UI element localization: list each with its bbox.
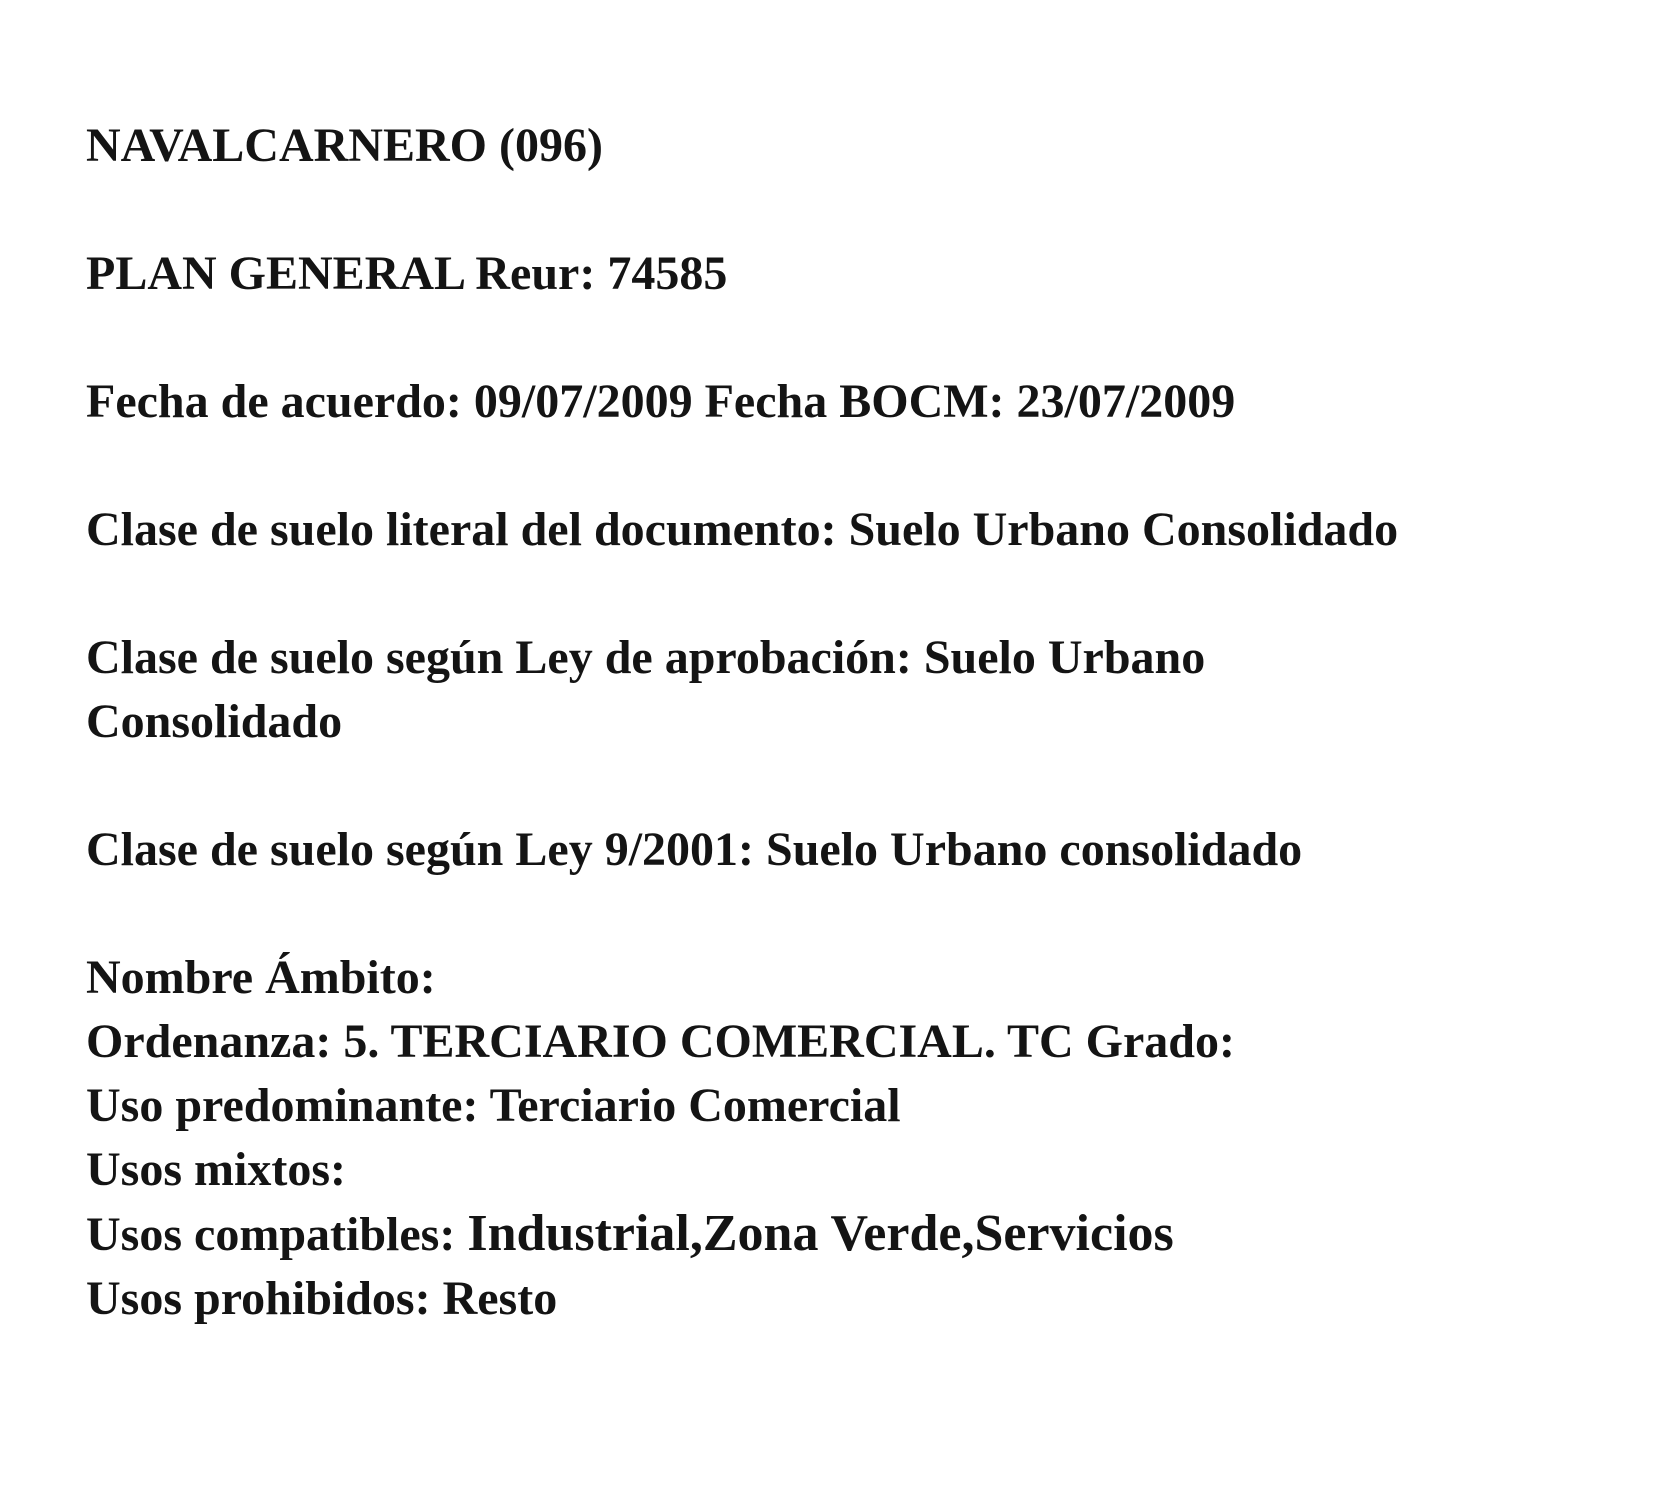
mixed-uses: Usos mixtos: xyxy=(86,1143,346,1196)
prohibited-uses: Usos prohibidos: Resto xyxy=(86,1272,558,1325)
ordinance: Ordenanza: 5. TERCIARIO COMERCIAL. TC Grado: xyxy=(86,1015,1235,1068)
municipality-heading: NAVALCARNERO (096) xyxy=(86,119,603,172)
soil-class-approval-law: Clase de suelo según Ley de aprobación: Suelo Urbano Consolidado xyxy=(86,631,1206,748)
predominant-use: Uso predominante: Terciario Comercial xyxy=(86,1079,901,1132)
soil-class-literal: Clase de suelo literal del documento: Suelo Urbano Consolidado xyxy=(86,503,1399,556)
plan-reference: PLAN GENERAL Reur: 74585 xyxy=(86,247,728,300)
compatible-uses xyxy=(86,1202,1626,1267)
document-body xyxy=(86,114,1626,1331)
compatible-uses-value: Industrial,Zona Verde,Servicios xyxy=(467,1205,1174,1262)
agreement-dates: Fecha de acuerdo: 09/07/2009 Fecha BOCM: 23/07/2009 xyxy=(86,375,1236,428)
soil-class-law-9-2001: Clase de suelo según Ley 9/2001: Suelo Urbano consolidado xyxy=(86,823,1303,876)
compatible-uses-label: Usos compatibles: xyxy=(86,1208,468,1261)
ordinance-block xyxy=(86,946,1626,1331)
scope-name: Nombre Ámbito: xyxy=(86,951,436,1004)
